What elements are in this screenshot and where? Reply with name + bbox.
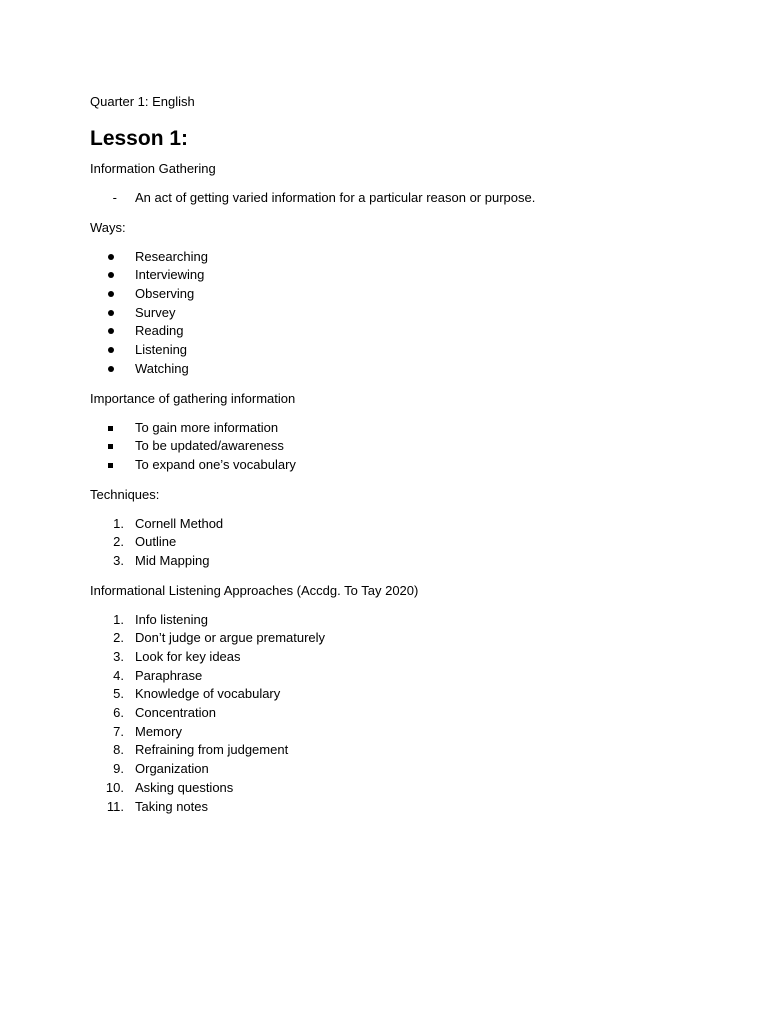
list-item: [90, 611, 730, 630]
approaches-list: [90, 611, 730, 817]
list-item-text: Cornell Method: [135, 515, 224, 531]
ways-list: [90, 248, 730, 379]
list-item-text: Outline: [135, 534, 177, 550]
document-page: [90, 93, 730, 816]
list-item-text: Mid Mapping: [135, 552, 210, 568]
list-number: 8.: [113, 742, 124, 758]
list-number: 2.: [113, 534, 124, 550]
list-item-text: Knowledge of vocabulary: [135, 686, 281, 702]
list-item: [90, 437, 730, 456]
importance-list: [90, 419, 730, 475]
definition-text: An act of getting varied information for a particular reason or purpose.: [135, 190, 536, 205]
section-title-ways: Ways:: [90, 219, 126, 235]
list-item-text: To be updated/awareness: [135, 438, 284, 454]
list-item: [90, 189, 730, 208]
dash-marker: -: [112, 190, 117, 205]
definition-list: [90, 189, 730, 208]
list-item: [90, 552, 730, 571]
techniques-list: [90, 515, 730, 571]
list-item: [90, 456, 730, 475]
section-title-importance: Importance of gathering information: [90, 390, 296, 406]
list-item-text: Taking notes: [135, 798, 208, 814]
list-item: [90, 741, 730, 760]
list-number: 3.: [113, 552, 124, 568]
list-item: [90, 723, 730, 742]
list-item: [90, 360, 730, 379]
list-number: 4.: [113, 667, 124, 683]
list-number: 1.: [113, 611, 124, 627]
list-item-text: Asking questions: [135, 779, 234, 795]
section-title-techniques: Techniques:: [90, 486, 160, 502]
list-item: [90, 515, 730, 534]
list-item: [90, 322, 730, 341]
list-item: [90, 248, 730, 267]
list-item-text: Researching: [135, 248, 208, 264]
list-number: 1.: [113, 515, 124, 531]
list-item: [90, 266, 730, 285]
list-item-text: Don’t judge or argue prematurely: [135, 630, 326, 646]
list-number: 11.: [106, 798, 124, 814]
list-item: [90, 285, 730, 304]
list-item: [90, 419, 730, 438]
list-item-text: Refraining from judgement: [135, 742, 289, 758]
list-number: 2.: [113, 630, 124, 646]
list-number: 6.: [113, 705, 124, 721]
list-number: 7.: [113, 723, 124, 739]
list-item-text: Watching: [135, 360, 189, 376]
list-item-text: Info listening: [135, 611, 208, 627]
list-item-text: Look for key ideas: [135, 649, 241, 664]
list-item-text: To expand one’s vocabulary: [135, 456, 296, 472]
list-item: [90, 304, 730, 323]
list-number: 9.: [113, 761, 124, 777]
list-item: [90, 798, 730, 817]
list-item-text: To gain more information: [135, 419, 279, 435]
document-subtitle: Quarter 1: English: [90, 94, 195, 109]
list-item-text: Survey: [135, 304, 176, 320]
list-number: 10.: [105, 779, 124, 795]
list-item-text: Concentration: [135, 705, 216, 721]
list-item-text: Memory: [135, 723, 182, 739]
list-item-text: Organization: [135, 761, 209, 777]
list-item-text: Observing: [135, 286, 195, 302]
list-number: 3.: [113, 649, 124, 664]
list-item-text: Paraphrase: [135, 667, 203, 683]
list-item: [90, 779, 730, 798]
list-item: [90, 760, 730, 779]
list-item: [90, 667, 730, 686]
list-item-text: Reading: [135, 323, 184, 339]
list-number: 5.: [113, 686, 124, 702]
list-item-text: Interviewing: [135, 267, 205, 283]
section-title-approaches: Informational Listening Approaches (Accdg. To Tay 2020): [90, 582, 419, 598]
list-item: [90, 533, 730, 552]
list-item: [90, 685, 730, 704]
list-item-text: Listening: [135, 342, 188, 358]
section-title-information-gathering: Information Gathering: [90, 161, 216, 176]
list-item: [90, 629, 730, 648]
list-item: [90, 704, 730, 723]
list-item: [90, 341, 730, 360]
lesson-heading: Lesson 1:: [90, 127, 189, 150]
list-item: [90, 648, 730, 667]
